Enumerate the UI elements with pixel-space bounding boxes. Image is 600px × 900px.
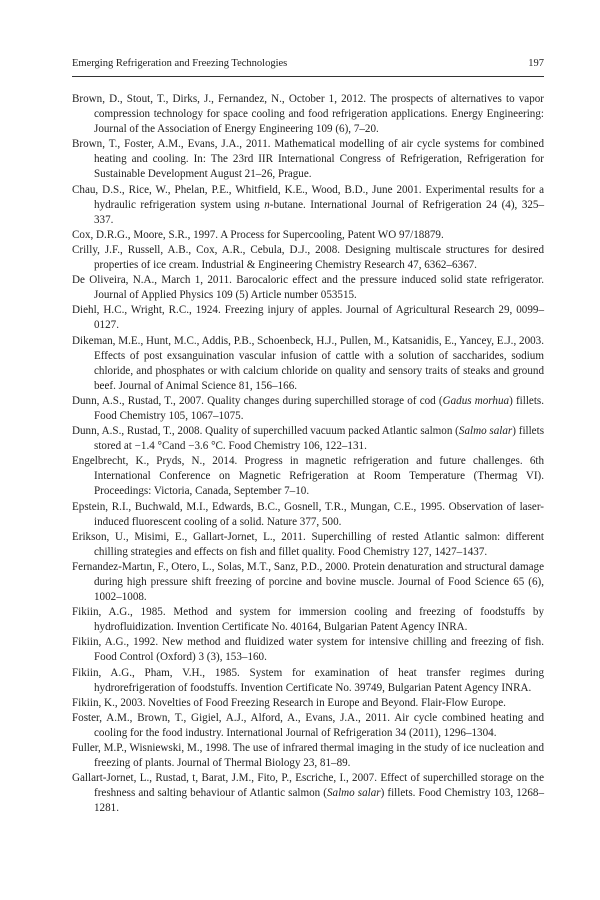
reference-entry [72,228,544,243]
page-number: 197 [528,58,544,69]
reference-text: Crilly, J.F., Russell, A.B., Cox, A.R., Cebula, D.J., 2008. Designing multiscale structures for desired properties of ice cream. Industrial & Engineering Chemistry Research 47, 6362–6367. [72,243,544,272]
reference-entry [72,137,544,182]
reference-italic-text: n [264,198,270,211]
reference-italic-text: Salmo salar [326,787,381,800]
reference-text: De Oliveira, N.A., March 1, 2011. Barocaloric effect and the pressure induced solid state refrigerator. Journal of Applied Physics 109 (5) Article number 053515. [72,274,544,302]
reference-entry [72,666,544,696]
header-rule [72,76,544,77]
reference-entry [72,303,544,333]
reference-text: Fuller, M.P., Wisniewski, M., 1998. The use of infrared thermal imaging in the study of ice nucleation and freezing of plants. Journal of Thermal Biology 23, 81–89. [72,742,544,770]
reference-entry [72,394,544,424]
reference-entry [72,711,544,741]
reference-entry [72,530,544,560]
reference-text: ) fillets. Food Chemistry 103, 1268–1281. [94,787,544,815]
reference-text: -butane. International Journal of Refrigeration 24 (4), 325–337. [94,198,545,226]
reference-entry [72,635,544,665]
reference-text: Diehl, H.C., Wright, R.C., 1924. Freezing injury of apples. Journal of Agricultural Research 29, 0099–0127. [72,304,544,332]
reference-text: Fikiin, K., 2003. Novelties of Food Freezing Research in Europe and Beyond. Flair-Flow Europe. [72,696,506,709]
reference-entry [72,92,544,137]
reference-text: Foster, A.M., Brown, T., Gigiel, A.J., Alford, A., Evans, J.A., 2011. Air cycle combined heating and cooling for the food industry. International Journal of Refrigeration 34 (2011), 1296–1304. [72,711,544,739]
reference-entry [72,771,544,816]
reference-text: Chau, D.S., Rice, W., Phelan, P.E., Whitfield, K.E., Wood, B.D., June 2001. Experimental results for a hydraulic refrigeration system using [72,183,544,211]
reference-entry [72,243,544,273]
reference-text: ) fillets stored at −1.4 °Cand −3.6 °C. Food Chemistry 106, 122–131. [94,425,545,453]
reference-text: Fikiin, A.G., 1985. Method and system for immersion cooling and freezing of foodstuffs by hydrofluidization. Invention Certificate No. 40164, Bulgarian Patent Agency INRA. [72,606,544,634]
running-header-title: Emerging Refrigeration and Freezing Technologies [72,58,288,69]
reference-text: Brown, D., Stout, T., Dirks, J., Fernandez, N., October 1, 2012. The prospects of alternatives to vapor compression technology for space cooling and food refrigeration applications. Energy Engineering: Journal of the Association of Energy Engineering 109 (6), 7–20. [72,93,544,136]
reference-text: Cox, D.R.G., Moore, S.R., 1997. A Process for Supercooling, Patent WO 97/18879. [72,228,444,241]
reference-entry [72,424,544,454]
reference-text: Epstein, R.I., Buchwald, M.I., Edwards, B.C., Gosnell, T.R., Mungan, C.E., 1995. Observation of laser-induced fluorescent cooling of a solid. Nature 377, 500. [72,500,544,528]
reference-text: Erikson, U., Misimi, E., Gallart-Jornet, L., 2011. Superchilling of rested Atlantic salmon: different chilling strategies and effects on fish and fillet quality. Food Chemistry 127, 1427–1437. [72,530,544,558]
reference-text: Fikiin, A.G., 1992. New method and fluidized water system for intensive chilling and freezing of fish. Food Control (Oxford) 3 (3), 153–160. [72,636,544,664]
reference-text: Dikeman, M.E., Hunt, M.C., Addis, P.B., Schoenbeck, H.J., Pullen, M., Katsanidis, E., Yancey, E.J., 2003. Effects of post exsanguination vascular infusion of cattle with a solution of saccharides, sodium chloride, and phosphates or with calcium chloride on quality and sensory traits of steaks and ground beef. Journal of Animal Science 81, 156–166. [72,334,544,392]
reference-entry [72,273,544,303]
reference-entry [72,500,544,530]
reference-list [72,92,544,817]
reference-entry [72,183,544,228]
reference-italic-text: Gadus morhua [442,394,510,407]
reference-text: Engelbrecht, K., Pryds, N., 2014. Progress in magnetic refrigeration and future challenges. 6th International Conference on Magnetic Refrigeration at Room Temperature (Thermag VI). Proceedings: Victoria, Canada, September 7–10. [72,455,544,498]
reference-text: Gallart-Jornet, L., Rustad, t, Barat, J.M., Fito, P., Escriche, I., 2007. Effect of superchilled storage on the freshness and salting behaviour of Atlantic salmon ( [72,772,544,800]
reference-italic-text: Salmo salar [458,425,513,438]
reference-entry [72,741,544,771]
reference-text: Dunn, A.S., Rustad, T., 2007. Quality changes during superchilled storage of cod ( [72,394,443,407]
reference-entry [72,696,544,711]
reference-entry [72,605,544,635]
reference-entry [72,560,544,605]
reference-text: Fikiin, A.G., Pham, V.H., 1985. System for examination of heat transfer regimes during hydrorefrigeration of foodstuffs. Invention Certificate No. 39749, Bulgarian Patent Agency INRA. [72,666,544,694]
reference-text: ) fillets. Food Chemistry 105, 1067–1075. [94,394,544,422]
reference-text: Dunn, A.S., Rustad, T., 2008. Quality of superchilled vacuum packed Atlantic salmon ( [72,425,459,438]
reference-entry [72,334,544,394]
running-header [72,56,544,72]
reference-text: Fernandez-Martın, F., Otero, L., Solas, M.T., Sanz, P.D., 2000. Protein denaturation and structural damage during high pressure shift freezing of porcine and bovine muscle. Journal of Food Science 65 (6), 1002–1008. [72,560,544,604]
reference-entry [72,454,544,499]
reference-text: Brown, T., Foster, A.M., Evans, J.A., 2011. Mathematical modelling of air cycle systems for combined heating and cooling. In: The 23rd IIR International Congress of Refrigeration, Refrigeration for Sustainable Development August 21–26, Prague. [72,138,544,181]
